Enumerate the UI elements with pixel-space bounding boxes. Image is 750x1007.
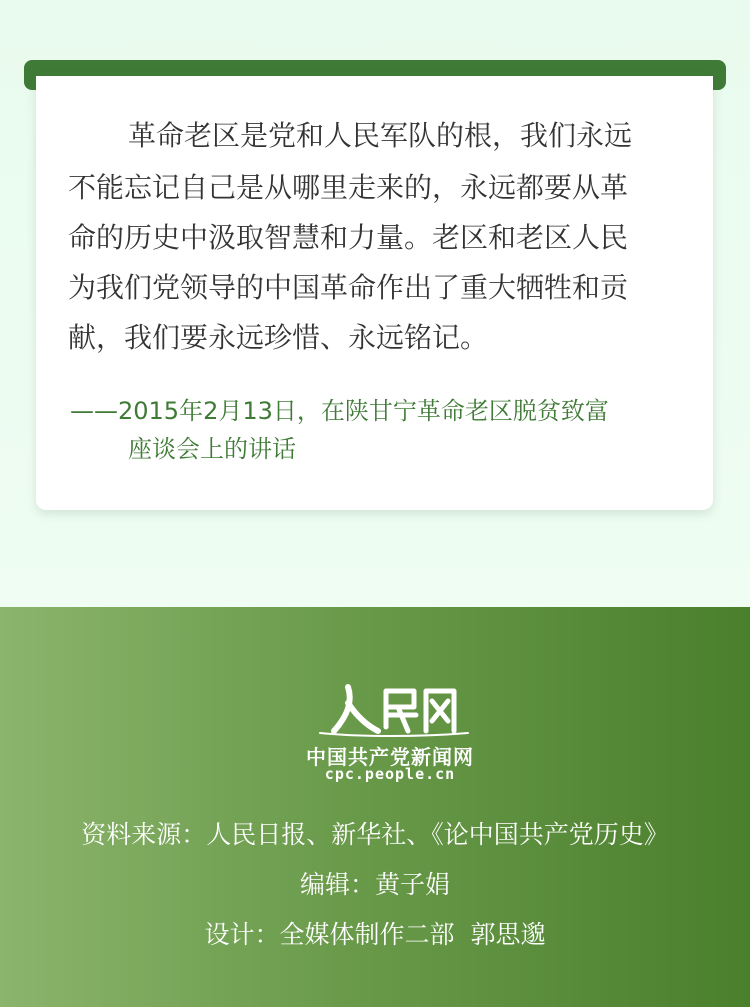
quote-card (36, 76, 713, 510)
logo-url: cpc.people.cn (324, 765, 456, 783)
editor-credit: 编辑：黄子娟 (299, 870, 450, 899)
quote-line: 命的历史中汲取智慧和力量。老区和老区人民 (68, 221, 629, 254)
design-credit: 设计：全媒体制作二部 郭思邈 (204, 920, 546, 949)
logo-name: 中国共产党新闻网 (306, 745, 474, 769)
logo-script-icon (290, 679, 490, 739)
quote-line: 革命老区是党和人民军队的根，我们永远 (128, 119, 633, 152)
people-net-logo (290, 679, 490, 789)
quote-line: 为我们党领导的中国革命作出了重大牺牲和贡 (68, 271, 629, 304)
quote-source: ——2015年2月13日，在陕甘宁革命老区脱贫致富 (70, 397, 609, 425)
quote-line: 献，我们要永远珍惜、永远铭记。 (68, 321, 489, 354)
quote-source-continued: 座谈会上的讲话 (128, 435, 296, 463)
sources-credit: 资料来源：人民日报、新华社、《论中国共产党历史》 (81, 820, 669, 849)
quote-line: 不能忘记自己是从哪里走来的，永远都要从革 (68, 171, 629, 204)
footer (0, 607, 750, 1007)
